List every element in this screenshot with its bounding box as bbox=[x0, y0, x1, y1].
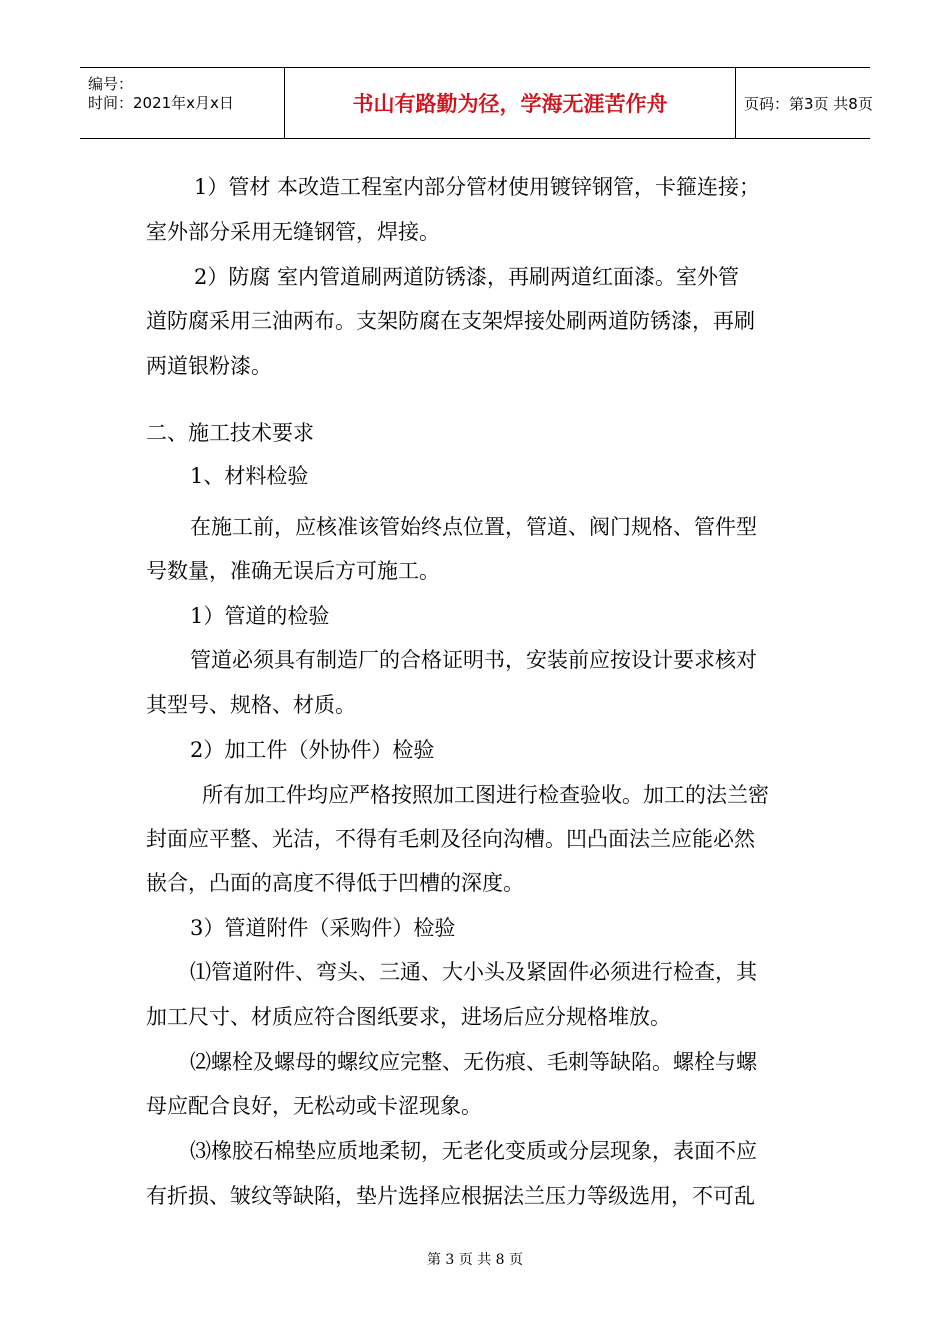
paragraph-line: 2）防腐 室内管道刷两道防锈漆，再刷两道红面漆。室外管 bbox=[194, 265, 740, 289]
paragraph-line: 嵌合，凸面的高度不得低于凹槽的深度。 bbox=[146, 871, 524, 895]
paragraph-line: ⑵螺栓及螺母的螺纹应完整、无伤痕、毛刺等缺陷。螺栓与螺 bbox=[190, 1050, 757, 1074]
item-heading: 1）管道的检验 bbox=[190, 604, 330, 628]
section-heading: 二、施工技术要求 bbox=[146, 421, 314, 445]
header-page-code: 页码：第3页 共8页 bbox=[744, 94, 873, 113]
paragraph-line: 所有加工件均应严格按照加工图进行检查验收。加工的法兰密 bbox=[202, 783, 769, 807]
paragraph-line: 号数量，准确无误后方可施工。 bbox=[146, 559, 440, 583]
paragraph-line: 母应配合良好，无松动或卡涩现象。 bbox=[146, 1094, 482, 1118]
paragraph-line: 在施工前，应核准该管始终点位置，管道、阀门规格、管件型 bbox=[190, 515, 757, 539]
item-heading: 3）管道附件（采购件）检验 bbox=[190, 916, 456, 940]
subsection-heading: 1、材料检验 bbox=[190, 464, 309, 488]
header-info-cell bbox=[80, 68, 285, 138]
paragraph-line: 其型号、规格、材质。 bbox=[146, 693, 356, 717]
paragraph-line: 有折损、皱纹等缺陷，垫片选择应根据法兰压力等级选用，不可乱 bbox=[146, 1184, 755, 1208]
number-label: 编号： bbox=[88, 75, 134, 93]
paragraph-line: ⑴管道附件、弯头、三通、大小头及紧固件必须进行检查，其 bbox=[190, 960, 757, 984]
paragraph-line: 道防腐采用三油两布。支架防腐在支架焊接处刷两道防锈漆，再刷 bbox=[146, 309, 755, 333]
paragraph-line: 管道必须具有制造厂的合格证明书，安装前应按设计要求核对 bbox=[190, 648, 757, 672]
item-heading: 2）加工件（外协件）检验 bbox=[190, 738, 435, 762]
paragraph-line: 封面应平整、光洁，不得有毛刺及径向沟槽。凹凸面法兰应能必然 bbox=[146, 827, 755, 851]
time-label: 时间：2021年x月x日 bbox=[88, 94, 234, 112]
paragraph-line: 1）管材 本改造工程室内部分管材使用镀锌钢管，卡箍连接； bbox=[194, 175, 761, 199]
paragraph-line: 加工尺寸、材质应符合图纸要求，进场后应分规格堆放。 bbox=[146, 1005, 671, 1029]
page-footer: 第 3 页 共 8 页 bbox=[426, 1252, 524, 1268]
paragraph-line: ⑶橡胶石棉垫应质地柔韧，无老化变质或分层现象，表面不应 bbox=[190, 1139, 757, 1163]
paragraph-line: 两道银粉漆。 bbox=[146, 354, 272, 378]
paragraph-line: 室外部分采用无缝钢管，焊接。 bbox=[146, 220, 440, 244]
page-header bbox=[80, 67, 873, 139]
header-motto: 书山有路勤为径，学海无涯苦作舟 bbox=[285, 68, 736, 138]
